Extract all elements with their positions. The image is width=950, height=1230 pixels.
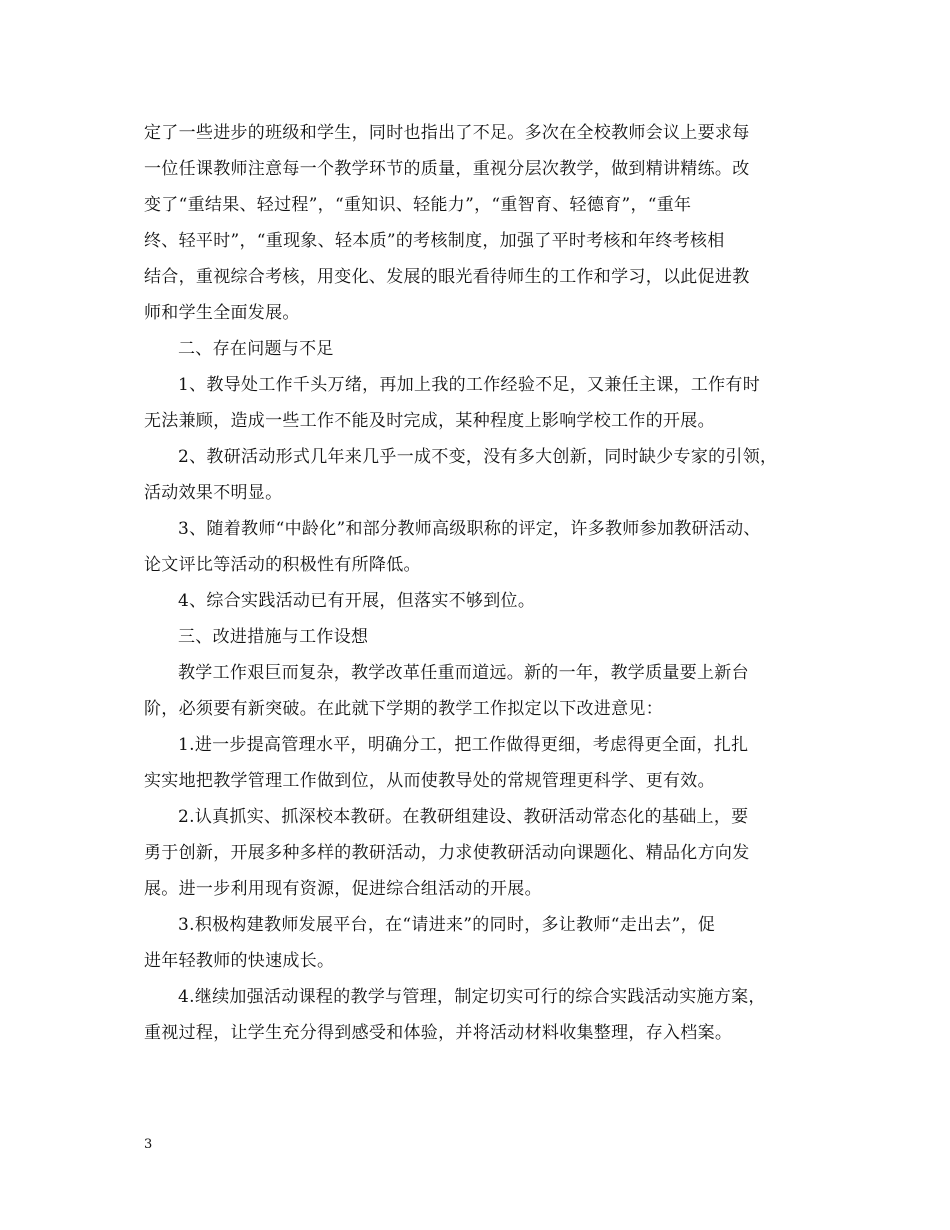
list-item-line: 1、教导处工作千头万绪，再加上我的工作经验不足，又兼任主课，工作有时 xyxy=(178,375,761,395)
list-item-line: 1.进一步提高管理水平，明确分工，把工作做得更细，考虑得更全面，扎扎 xyxy=(178,735,749,755)
paragraph-line: 教学工作艰巨而复杂，教学改革任重而道远。新的一年，教学质量要上新台 xyxy=(178,663,749,683)
text-line: 结合，重视综合考核，用变化、发展的眼光看待师生的工作和学习，以此促进教 xyxy=(144,267,750,287)
text-line: 变了“重结果、轻过程”，“重知识、轻能力”，“重智育、轻德育”，“重年 xyxy=(144,195,692,215)
text-line: 进年轻教师的快速成长。 xyxy=(144,951,335,971)
text-line: 阶，必须要有新突破。在此就下学期的教学工作拟定以下改进意见： xyxy=(144,699,663,719)
section-heading: 二、存在问题与不足 xyxy=(178,339,334,359)
page-number: 3 xyxy=(144,1137,153,1152)
text-line: 终、轻平时”，“重现象、轻本质”的考核制度，加强了平时考核和年终考核相 xyxy=(144,231,725,251)
text-line: 勇于创新，开展多种多样的教研活动，力求使教研活动向课题化、精品化方向发 xyxy=(144,843,750,863)
text-line: 论文评比等活动的积极性有所降低。 xyxy=(144,555,421,575)
list-item-line: 3.积极构建教师发展平台，在“请进来”的同时，多让教师“走出去”，促 xyxy=(178,915,716,935)
list-item-line: 2.认真抓实、抓深校本教研。在教研组建设、教研活动常态化的基础上，要 xyxy=(178,807,749,827)
text-line: 无法兼顾，造成一些工作不能及时完成，某种程度上影响学校工作的开展。 xyxy=(144,411,715,431)
list-item-line: 2、教研活动形式几年来几乎一成不变，没有多大创新，同时缺少专家的引领， xyxy=(178,447,778,467)
section-heading: 三、改进措施与工作设想 xyxy=(178,627,369,647)
list-item-line: 3、随着教师“中龄化”和部分教师高级职称的评定，许多教师参加教研活动、 xyxy=(178,519,761,539)
text-line: 一位任课教师注意每一个教学环节的质量，重视分层次教学，做到精讲精练。改 xyxy=(144,159,750,179)
text-line: 重视过程，让学生充分得到感受和体验，并将活动材料收集整理，存入档案。 xyxy=(144,1023,733,1043)
text-line: 师和学生全面发展。 xyxy=(144,303,300,323)
text-line: 定了一些进步的班级和学生，同时也指出了不足。多次在全校教师会议上要求每 xyxy=(144,123,750,143)
text-line: 实实地把教学管理工作做到位，从而使教导处的常规管理更科学、更有效。 xyxy=(144,771,715,791)
text-line: 展。进一步利用现有资源，促进综合组活动的开展。 xyxy=(144,879,542,899)
text-line: 活动效果不明显。 xyxy=(144,483,283,503)
list-item-line: 4、综合实践活动已有开展，但落实不够到位。 xyxy=(178,591,536,611)
list-item-line: 4.继续加强活动课程的教学与管理，制定切实可行的综合实践活动实施方案， xyxy=(178,987,766,1007)
